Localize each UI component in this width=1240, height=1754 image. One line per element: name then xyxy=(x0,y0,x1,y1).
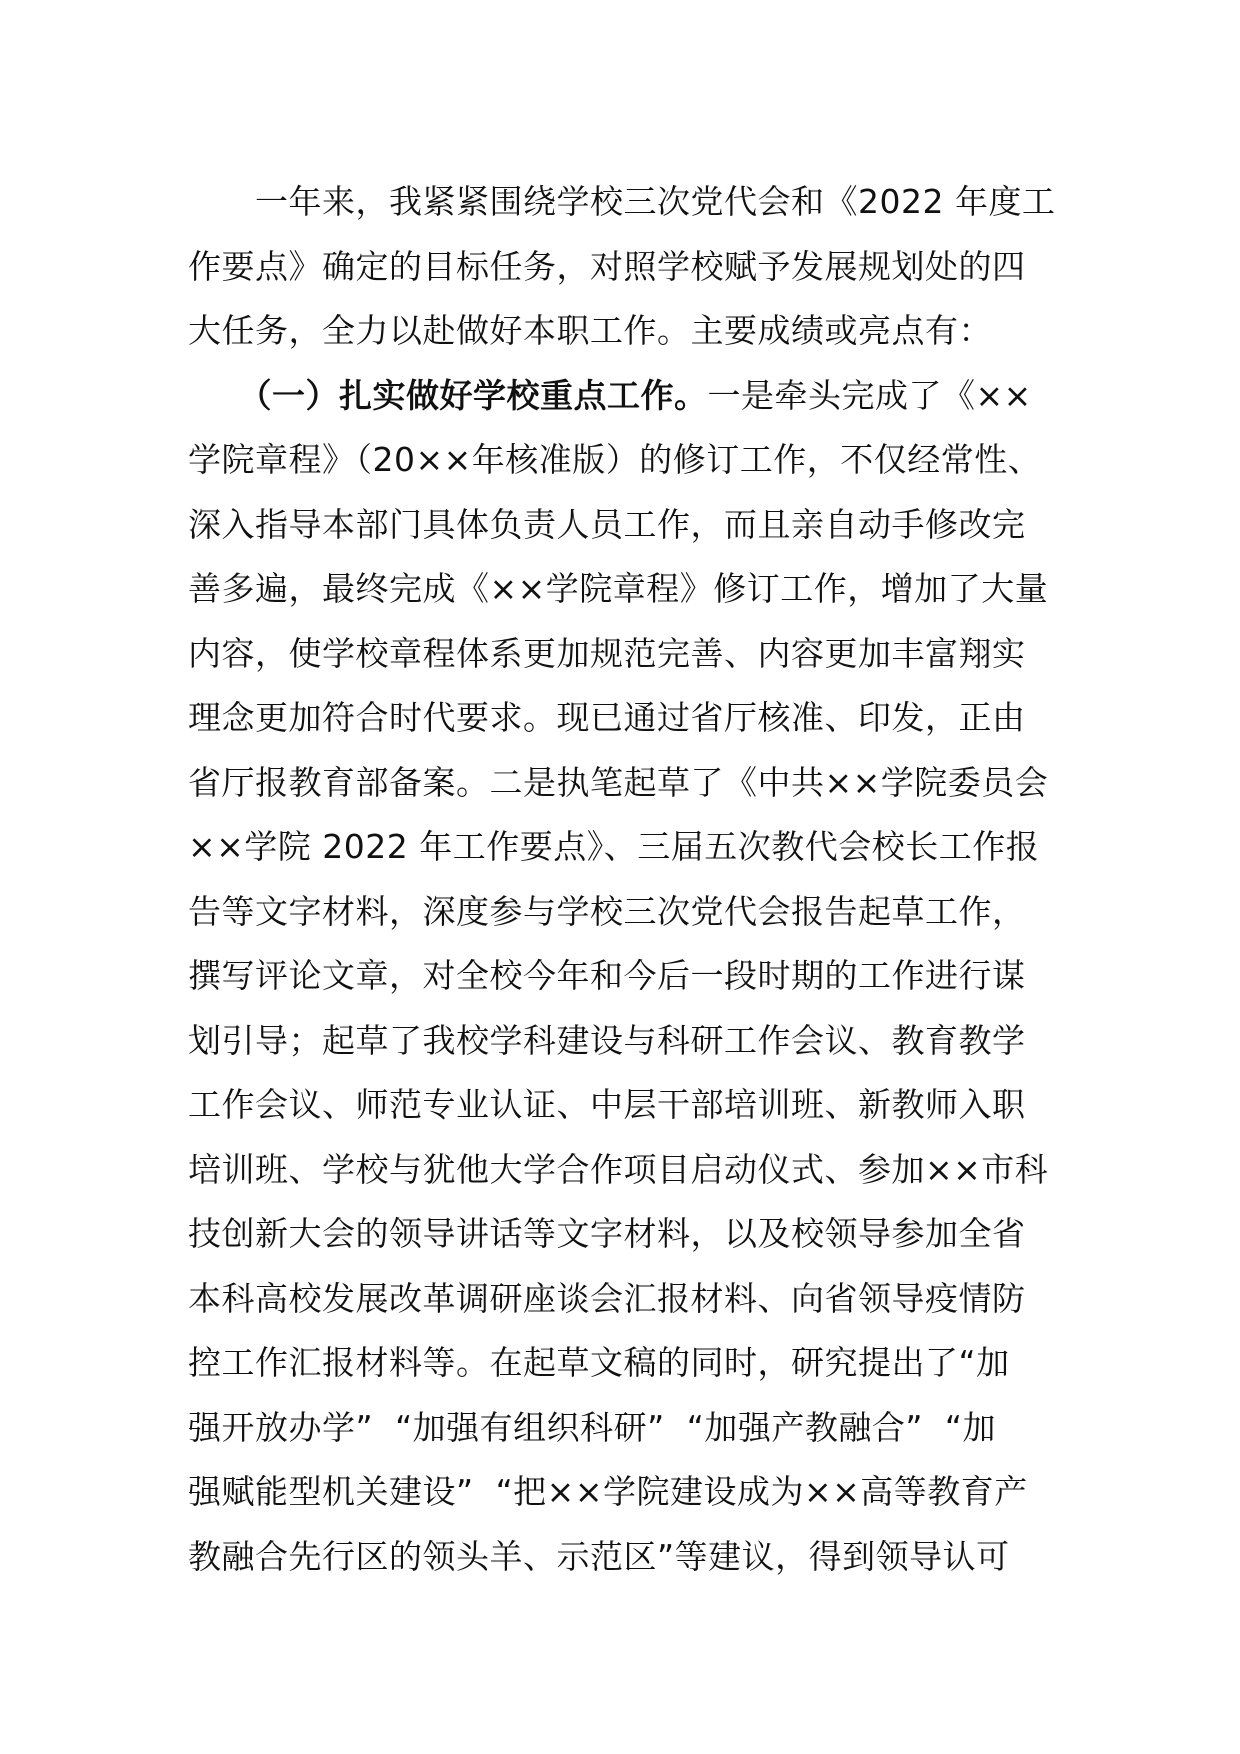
text-line: 撰写评论文章，对全校今年和今后一段时期的工作进行谋 xyxy=(188,956,1026,995)
body-text xyxy=(188,170,1060,1589)
text-line: 理念更加符合时代要求。现已通过省厅核准、印发，正由 xyxy=(188,698,1026,737)
section-heading-line xyxy=(188,364,1060,429)
section-heading: （一）扎实做好学校重点工作。 xyxy=(188,375,708,415)
text-line: 技创新大会的领导讲话等文字材料，以及校领导参加全省 xyxy=(188,1214,1026,1253)
text-line: 划引导；起草了我校学科建设与科研工作会议、教育教学 xyxy=(188,1020,1026,1060)
text-line: 告等文字材料，深度参与学校三次党代会报告起草工作， xyxy=(188,891,1026,931)
text-line: 省厅报教育部备案。二是执笔起草了《中共××学院委员会 xyxy=(188,762,1049,802)
text-line: 大任务，全力以赴做好本职工作。主要成绩或亮点有： xyxy=(188,311,992,350)
text-line: 深入指导本部门具体负责人员工作，而且亲自动手修改完 xyxy=(188,504,1026,544)
text-line: 善多遍，最终完成《××学院章程》修订工作，增加了大量 xyxy=(188,569,1049,608)
text-line: 培训班、学校与犹他大学合作项目启动仪式、参加××市科 xyxy=(188,1149,1049,1189)
text-line: 一年来，我紧紧围绕学校三次党代会和《2022 年度工 xyxy=(188,182,1056,221)
text-line: 教融合先行区的领头羊、示范区”等建议，得到领导认可 xyxy=(188,1536,1010,1576)
text-line: 内容，使学校章程体系更加规范完善、内容更加丰富翔实 xyxy=(188,633,1026,673)
text-line: 控工作汇报材料等。在起草文稿的同时，研究提出了“加 xyxy=(188,1343,1010,1382)
text-line: 学院章程》（20××年核准版）的修订工作，不仅经常性、 xyxy=(188,440,1042,479)
text-line: 强开放办学” “加强有组织科研” “加强产教融合” “加 xyxy=(188,1407,997,1447)
text-line: 本科高校发展改革调研座谈会汇报材料、向省领导疫情防 xyxy=(188,1278,1026,1318)
text-line: 工作会议、师范专业认证、中层干部培训班、新教师入职 xyxy=(188,1085,1026,1124)
text-line: ××学院 2022 年工作要点》、三届五次教代会校长工作报 xyxy=(188,827,1040,866)
section-heading-continuation: 一是牵头完成了《×× xyxy=(707,375,1032,415)
text-line: 作要点》确定的目标任务，对照学校赋予发展规划处的四 xyxy=(188,246,1026,286)
text-line: 强赋能型机关建设” “把××学院建设成为××高等教育产 xyxy=(188,1472,1028,1511)
